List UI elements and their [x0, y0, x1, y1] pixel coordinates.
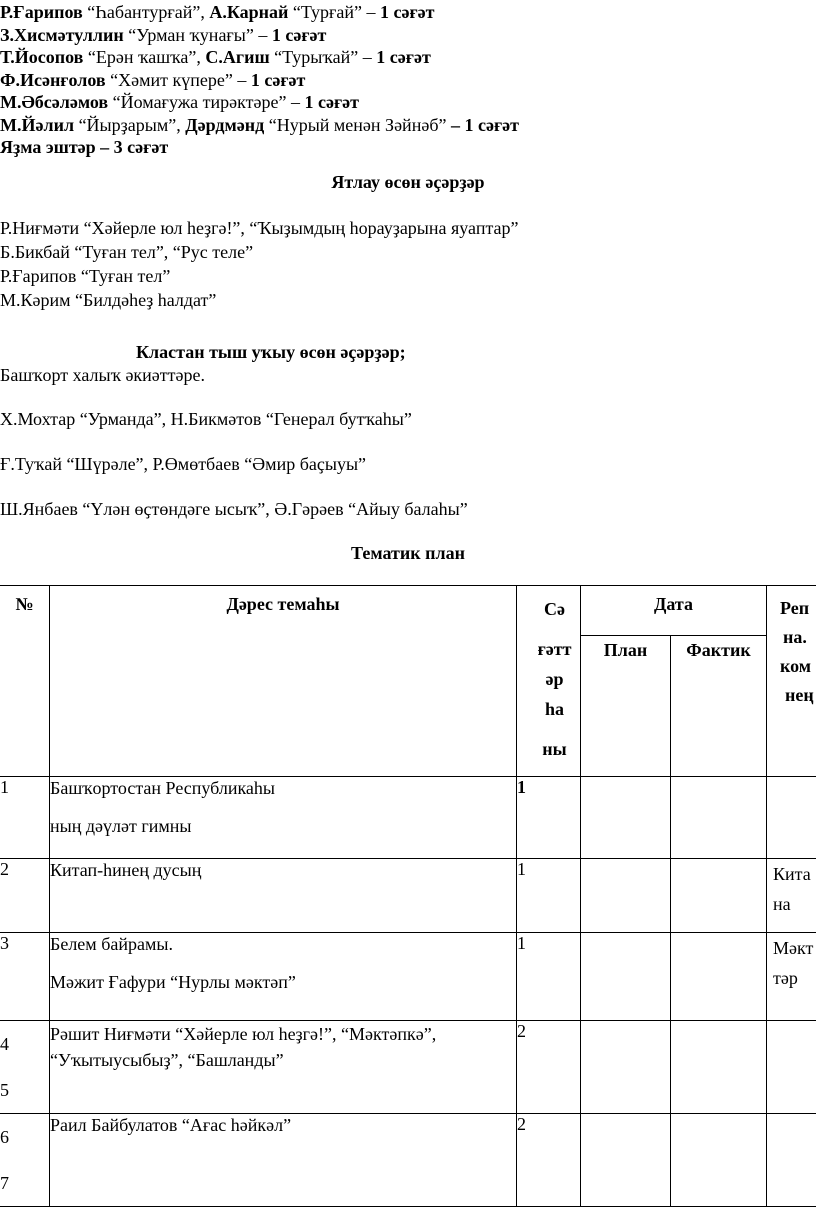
row-topic: Китап-һинең дусың [50, 859, 517, 933]
row-plan-date [581, 859, 671, 933]
author-name: Ф.Исәнғолов [0, 69, 106, 90]
written-work-label: Яҙма эштәр – 3 сәғәт [0, 137, 169, 157]
header-num: № [0, 586, 50, 777]
extracurricular-heading: Кластан тыш уҡыу өсөн әҫәрҙәр; [136, 342, 406, 362]
author-line [0, 1, 816, 24]
row-fact-date [671, 933, 767, 1021]
author-name: М.Әбсәләмов [0, 92, 109, 112]
table-row [0, 1021, 816, 1114]
author-name: Дәрдмәнд [185, 114, 265, 135]
work-title: “Нурый менән Зәйнәб” [264, 114, 451, 135]
work-title: “Һабантурғай”, [82, 2, 210, 22]
row-num: 1 [0, 777, 50, 859]
author-line [0, 46, 816, 69]
hours-label: 1 сәғәт [380, 2, 435, 22]
author-name: С.Агиш [205, 47, 270, 67]
hours-label: – 1 сәғәт [450, 114, 519, 135]
header-topic: Дәрес темаһы [50, 586, 517, 777]
row-hours: 1 [517, 933, 581, 1021]
row-hours: 1 [517, 777, 581, 859]
author-name: А.Карнай [209, 2, 289, 22]
row-fact-date [671, 777, 767, 859]
author-line [0, 136, 816, 159]
hours-label: 1 сәғәт [376, 47, 431, 67]
memorize-item: Р.Ғарипов “Туған тел” [0, 266, 171, 286]
thematic-plan-table [0, 585, 816, 1207]
header-plan: План [581, 636, 671, 777]
hours-label: 1 сәғәт [271, 24, 327, 45]
hours-label: 1 сәғәт [250, 69, 306, 90]
header-hours: Сә ғәтт әр һа ны [517, 586, 581, 777]
author-name: Р.Ғарипов [0, 2, 83, 22]
author-name: Т.Йосопов [0, 47, 84, 67]
work-title: “Йомағужа тирәктәре” – [108, 92, 305, 112]
table-header-row [0, 586, 816, 636]
table-row [0, 1114, 816, 1207]
plan-heading: Тематик план [351, 543, 465, 563]
memorize-item: Б.Бикбай “Туған тел”, “Рус теле” [0, 242, 254, 262]
memorize-item: Р.Ниғмәти “Хәйерле юл һеҙгә!”, “Ҡыҙымдың һорауҙарына яуаптар” [0, 218, 519, 238]
extracurricular-item: Х.Мохтар “Урманда”, Н.Бикмәтов “Генерал бутҡаһы” [0, 409, 412, 429]
work-title: “Ерән ҡашҡа”, [83, 47, 206, 67]
table-row [0, 777, 816, 859]
author-line [0, 24, 816, 47]
work-title: “Турғай” – [288, 2, 380, 22]
author-line [0, 91, 816, 114]
work-title: “Турыҡай” – [269, 47, 377, 67]
hours-label: 1 сәғәт [304, 92, 359, 112]
row-hours: 1 [517, 859, 581, 933]
row-plan-date [581, 933, 671, 1021]
row-fact-date [671, 1114, 767, 1207]
header-fact: Фактик [671, 636, 767, 777]
memorize-item: М.Кәрим “Билдәһеҙ һалдат” [0, 290, 217, 310]
row-num: 3 [0, 933, 50, 1021]
row-topic: Белем байрамы. Мәжит Ғафури “Нурлы мәктәп” [50, 933, 517, 1021]
row-hours: 2 [517, 1114, 581, 1207]
row-rep: Мәкт тәр [767, 933, 816, 1021]
row-topic: Башҡортостан Республикаһы ның дәүләт гимны [50, 777, 517, 859]
extracurricular-item: Башҡорт халыҡ әкиәттәре. [0, 365, 206, 385]
work-title: “Урман ҡунағы” – [123, 24, 272, 45]
extracurricular-item: Ш.Янбаев “Үлән өҫтөндәге ысыҡ”, Ә.Гәрәев “Айыу балаһы” [0, 499, 468, 519]
work-title: “Хәмит күпере” – [105, 69, 251, 90]
author-line [0, 114, 816, 137]
author-name: З.Хисмәтуллин [0, 24, 124, 45]
row-rep [767, 1114, 816, 1207]
row-rep: Кита на [767, 859, 816, 933]
row-topic: Раил Байбулатов “Ағас һәйкәл” [50, 1114, 517, 1207]
author-list [0, 1, 816, 159]
row-plan-date [581, 777, 671, 859]
row-plan-date [581, 1114, 671, 1207]
row-hours: 2 [517, 1021, 581, 1114]
row-topic: Рәшит Ниғмәти “Хәйерле юл һеҙгә!”, “Мәктәпкә”, “Уҡытыусыбыҙ”, “Башланды” [50, 1021, 517, 1114]
work-title: “Йырҙарым”, [74, 114, 186, 135]
table-row [0, 933, 816, 1021]
header-rep: Реп на. ком нең [767, 586, 816, 777]
row-fact-date [671, 859, 767, 933]
row-rep [767, 1021, 816, 1114]
author-line [0, 69, 816, 92]
row-fact-date [671, 1021, 767, 1114]
header-date: Дата [581, 586, 767, 636]
extracurricular-item: Ғ.Туҡай “Шүрәле”, Р.Өмөтбаев “Әмир баҫыуы” [0, 454, 367, 474]
row-plan-date [581, 1021, 671, 1114]
row-num: 2 [0, 859, 50, 933]
row-num: 6 7 [0, 1114, 50, 1207]
memorize-heading: Ятлау өсөн әҫәрҙәр [331, 172, 485, 192]
author-name: М.Йәлил [0, 114, 75, 135]
row-rep [767, 777, 816, 859]
table-row [0, 859, 816, 933]
row-num: 4 5 [0, 1021, 50, 1114]
